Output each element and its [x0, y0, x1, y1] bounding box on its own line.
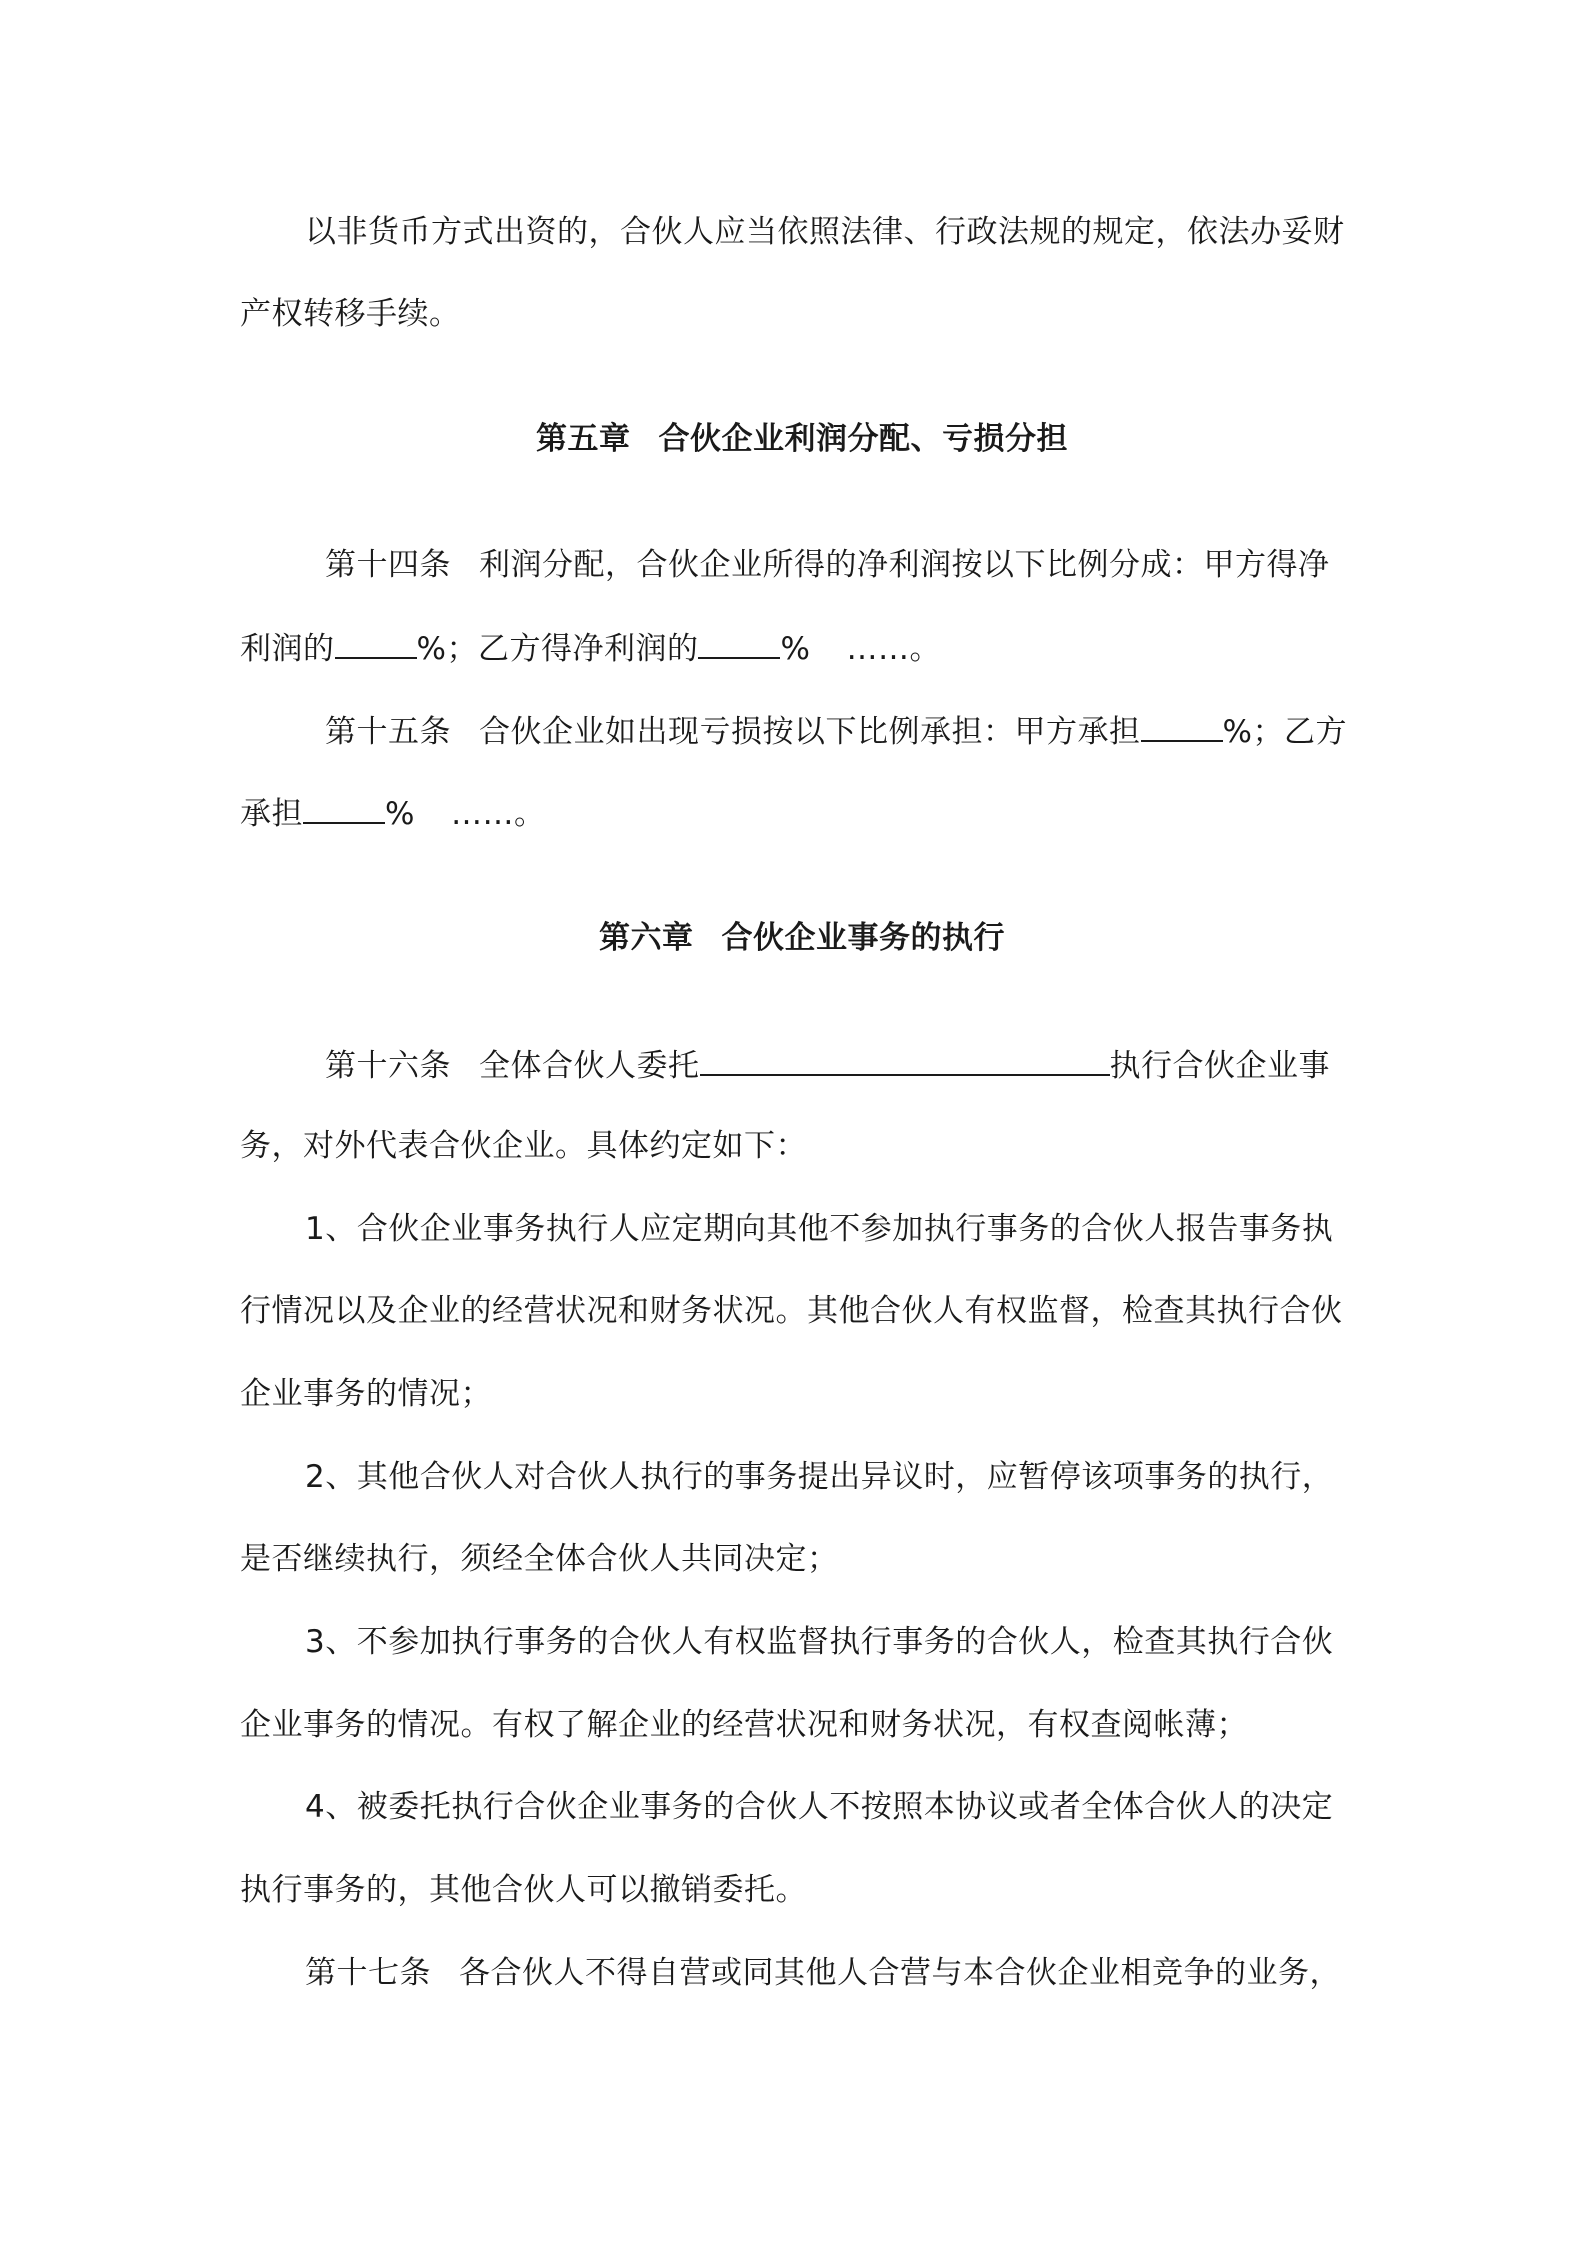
text: 务，对外代表合伙企业。具体约定如下： [240, 1128, 807, 1164]
text: 执行合伙企业事 [1109, 1048, 1330, 1084]
text: 企业事务的情况； [240, 1376, 492, 1412]
list-item-line [240, 1291, 1343, 1331]
list-item-line [240, 1539, 839, 1579]
list-item-line [240, 1870, 807, 1910]
list-item-line [305, 1787, 1333, 1827]
chapter-heading [536, 419, 1068, 459]
article-label: 第十五条 [325, 714, 451, 750]
list-item-line [240, 1705, 1248, 1745]
text: 执行事务的，其他合伙人可以撤销委托。 [240, 1872, 807, 1908]
text: 利润的 [240, 631, 335, 667]
text: % [385, 796, 415, 832]
article-label: 第十四条 [325, 547, 451, 583]
text: 利润分配，合伙企业所得的净利润按以下比例分成：甲方得净 [479, 547, 1330, 583]
paragraph-line [305, 212, 1345, 252]
text: 以非货币方式出资的，合伙人应当依照法律、行政法规的规定，依法办妥财 [305, 214, 1345, 250]
article-line [325, 710, 1347, 752]
article-label: 第十七条 [305, 1955, 431, 1991]
text: 产权转移手续。 [240, 296, 461, 332]
list-item-line [305, 1209, 1333, 1249]
fill-in-blank[interactable] [335, 627, 417, 659]
text: 承担 [240, 796, 303, 832]
text: 全体合伙人委托 [479, 1048, 700, 1084]
list-item-line [305, 1457, 1333, 1497]
text: 1、合伙企业事务执行人应定期向其他不参加执行事务的合伙人报告事务执 [305, 1211, 1334, 1247]
fill-in-blank[interactable] [303, 792, 385, 824]
text: %；乙方得净利润的 [416, 631, 699, 667]
chapter-heading [599, 918, 1005, 958]
text: 2、其他合伙人对合伙人执行的事务提出异议时，应暂停该项事务的执行， [305, 1459, 1334, 1495]
fill-in-blank[interactable] [1141, 710, 1223, 742]
fill-in-blank[interactable] [698, 627, 780, 659]
article-line [305, 1953, 1341, 1993]
text: ……。 [846, 631, 941, 667]
text: 是否继续执行，须经全体合伙人共同决定； [240, 1541, 839, 1577]
text: 企业事务的情况。有权了解企业的经营状况和财务状况，有权查阅帐薄； [240, 1707, 1248, 1743]
text: 4、被委托执行合伙企业事务的合伙人不按照本协议或者全体合伙人的决定 [305, 1789, 1334, 1825]
chapter-title: 合伙企业事务的执行 [721, 920, 1005, 956]
article-line [240, 792, 545, 834]
list-item-line [240, 1374, 492, 1414]
text: 行情况以及企业的经营状况和财务状况。其他合伙人有权监督，检查其执行合伙 [240, 1293, 1343, 1329]
chapter-number: 第五章 [536, 421, 631, 457]
text: %；乙方 [1222, 714, 1347, 750]
chapter-title: 合伙企业利润分配、亏损分担 [658, 421, 1068, 457]
text: 合伙企业如出现亏损按以下比例承担：甲方承担 [479, 714, 1141, 750]
text: 3、不参加执行事务的合伙人有权监督执行事务的合伙人，检查其执行合伙 [305, 1624, 1334, 1660]
article-line [325, 1044, 1330, 1086]
text: 各合伙人不得自营或同其他人合营与本合伙企业相竞争的业务， [459, 1955, 1341, 1991]
article-line [240, 627, 941, 669]
paragraph-line [240, 294, 461, 334]
fill-in-blank[interactable] [700, 1044, 1110, 1076]
text: ……。 [450, 796, 546, 832]
list-item-line [305, 1622, 1333, 1662]
text: % [780, 631, 811, 667]
article-line [240, 1126, 807, 1166]
chapter-number: 第六章 [599, 920, 694, 956]
article-label: 第十六条 [325, 1048, 451, 1084]
article-line [325, 545, 1330, 585]
